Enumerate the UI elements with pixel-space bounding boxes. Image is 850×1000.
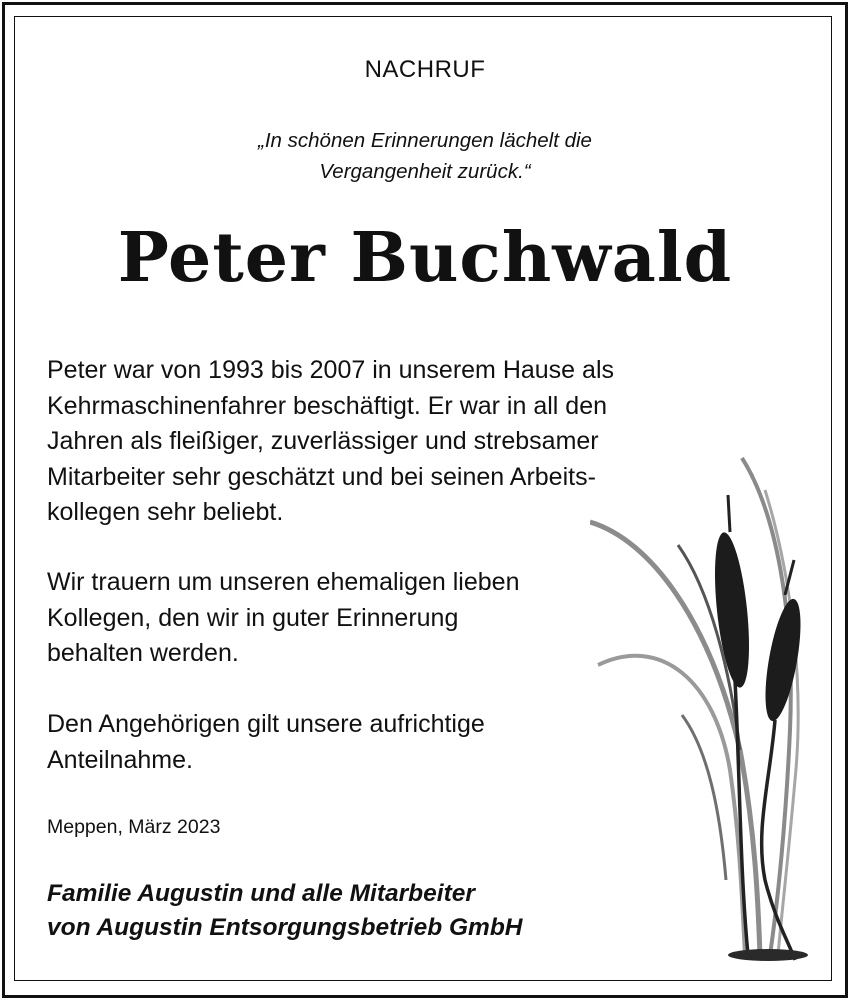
text-line: Anteilnahme. — [47, 745, 193, 774]
text-line: Wir trauern um unseren ehemaligen lieben — [47, 568, 520, 596]
notice-heading: NACHRUF — [364, 56, 486, 83]
text-line: behalten werden. — [47, 639, 239, 667]
text-line: Peter war von 1993 bis 2007 in unserem Hause als — [47, 356, 614, 384]
deceased-name: Peter Buchwald — [117, 218, 733, 298]
text-line: Mitarbeiter sehr geschätzt und bei seinen Arbeits- — [47, 462, 596, 491]
quote-line: Vergangenheit zurück.“ — [319, 160, 531, 183]
place-date: Meppen, März 2023 — [47, 816, 221, 838]
memorial-quote — [0, 125, 850, 187]
bulrush-reeds-icon — [590, 450, 830, 970]
text-line: kollegen sehr beliebt. — [47, 498, 284, 526]
text-line: Den Angehörigen gilt unsere aufrichtige — [47, 710, 485, 738]
signature-line: Familie Augustin und alle Mitarbeiter — [47, 880, 475, 907]
signature — [47, 877, 522, 945]
text-line: Jahren als fleißiger, zuverlässiger und strebsamer — [47, 427, 599, 455]
signature-line: von Augustin Entsorgungsbetrieb GmbH — [47, 914, 523, 941]
text-line: Kollegen, den wir in guter Erinnerung — [47, 603, 459, 632]
quote-line: „In schönen Erinnerungen lächelt die — [258, 129, 592, 152]
text-line: Kehrmaschinenfahrer beschäftigt. Er war in all den — [47, 391, 608, 420]
